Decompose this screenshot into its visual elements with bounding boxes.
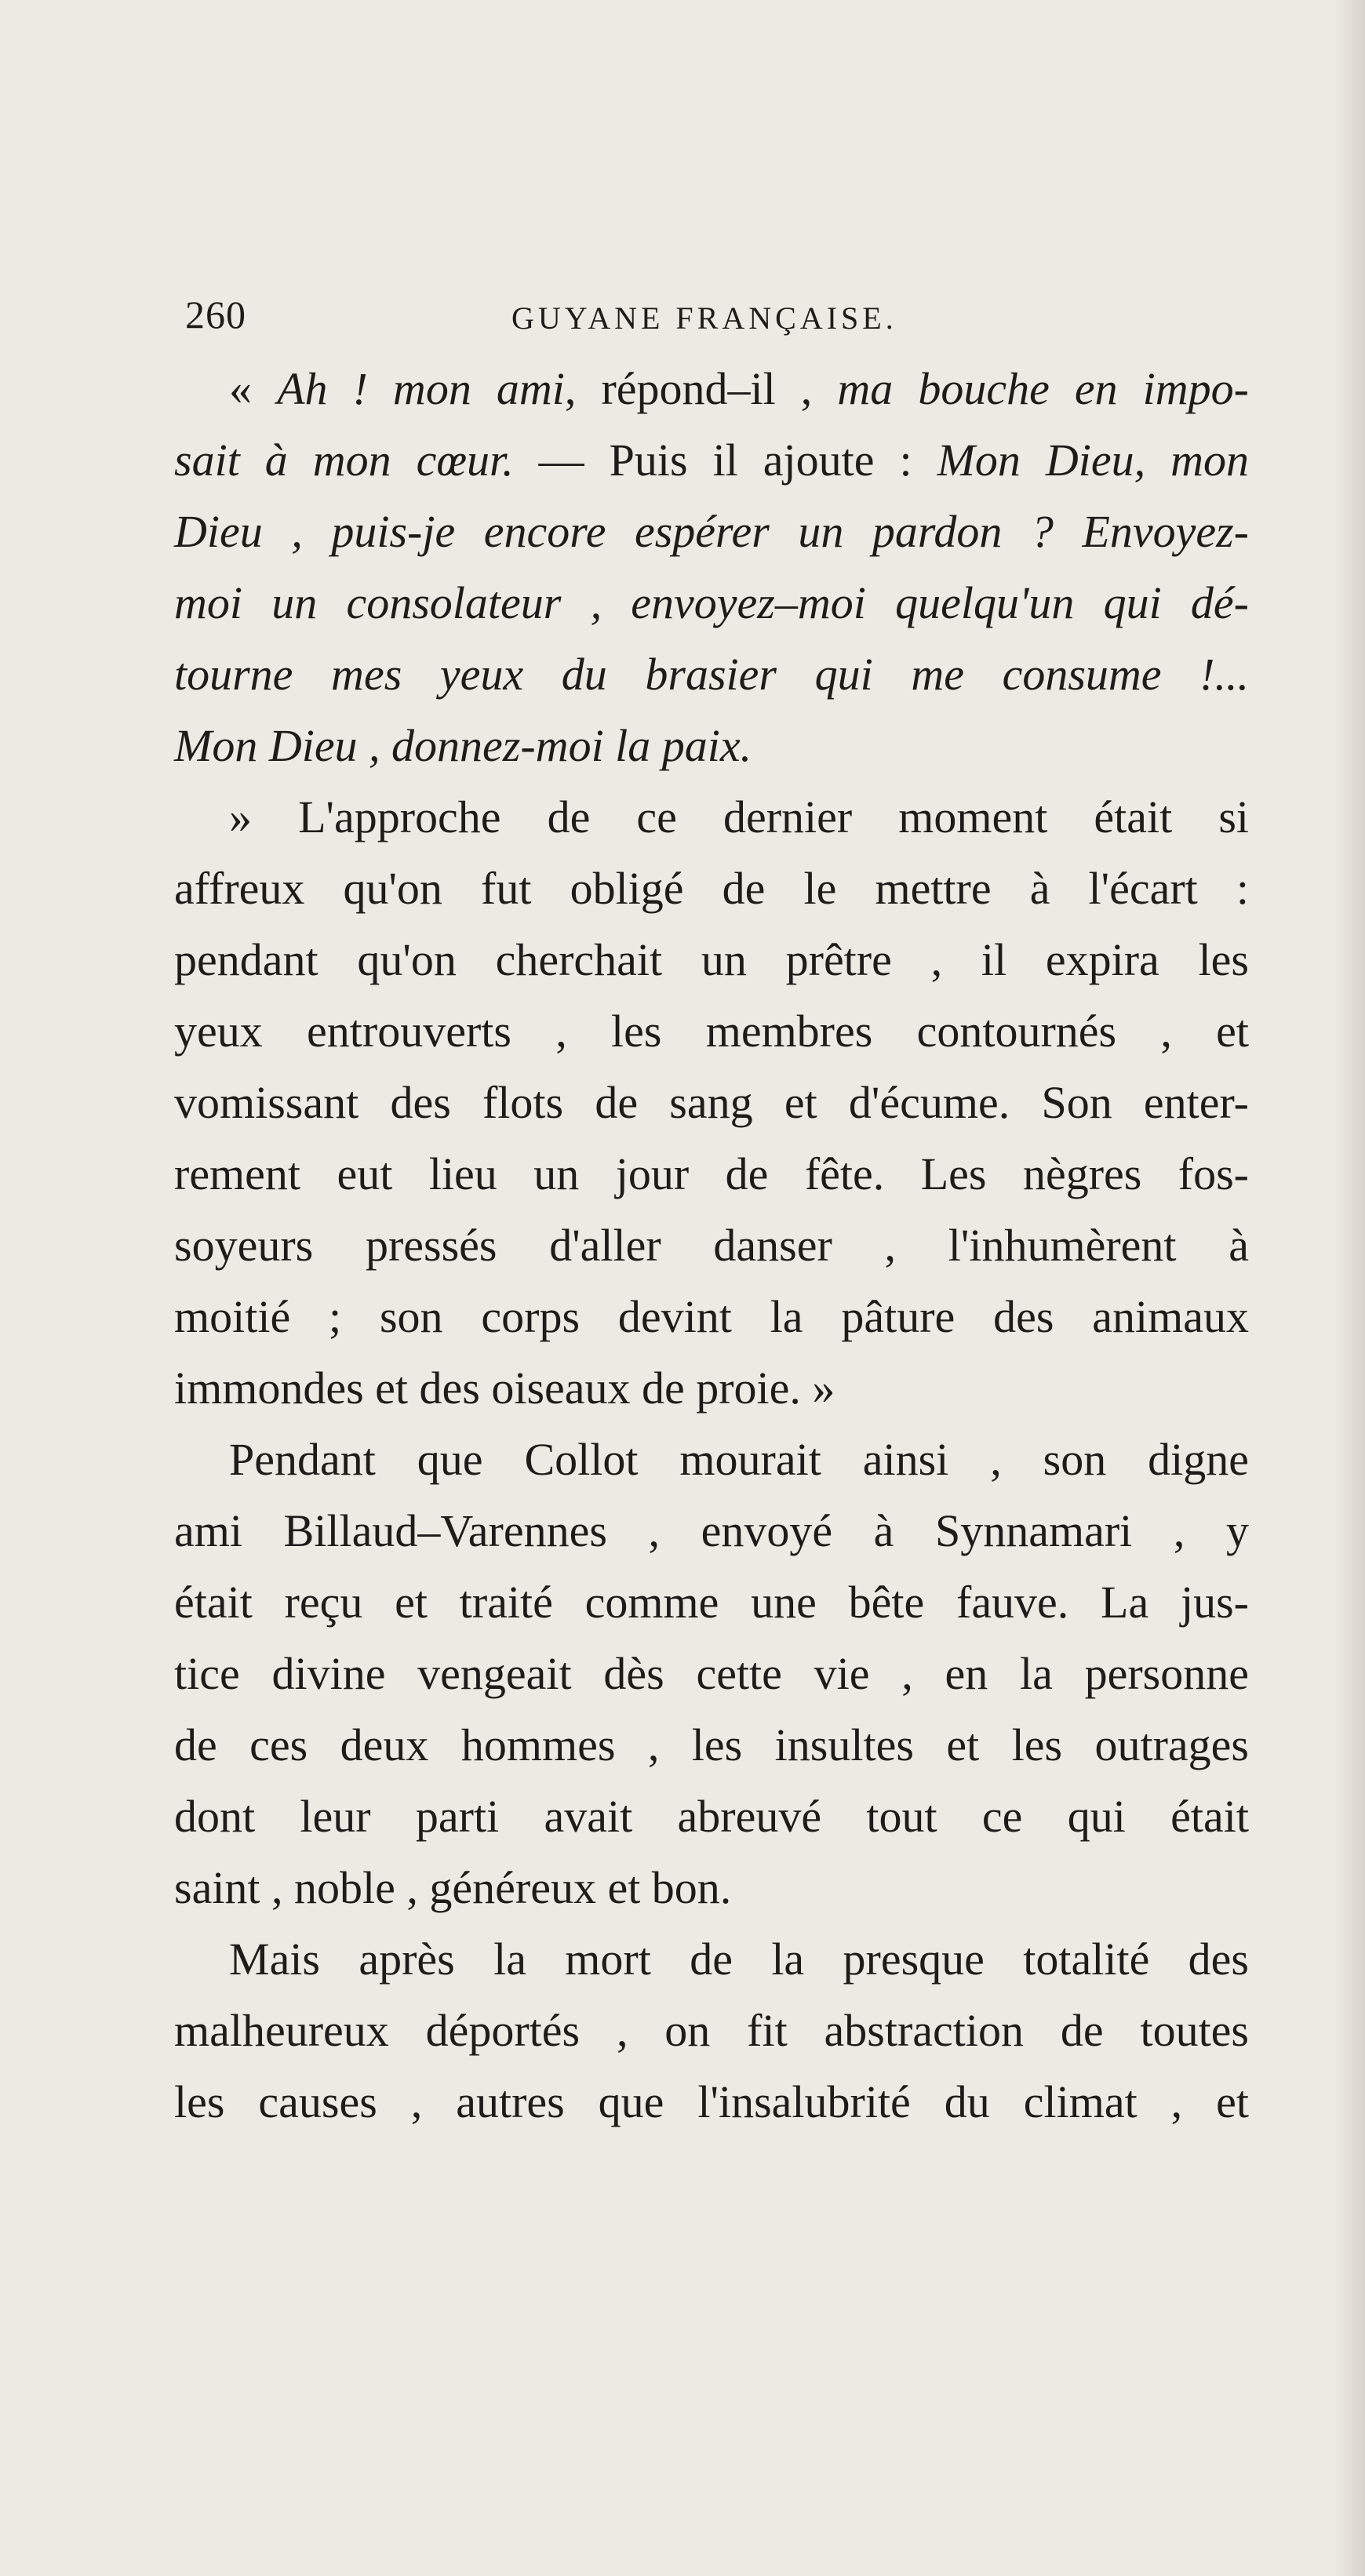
text-line: soyeurs pressés d'aller danser , l'inhumèrent à [174, 1220, 1249, 1271]
plain-phrase: , répond–il , [564, 363, 838, 414]
text-line: Pendant que Collot mourait ainsi , son digne [229, 1434, 1249, 1485]
text-line: ami Billaud–Varennes , envoyé à Synnamari , y [174, 1505, 1249, 1556]
page-text [174, 282, 1249, 2138]
italic-phrase: sait à mon cœur. [174, 435, 514, 486]
page-number: 260 [185, 293, 246, 337]
text-line: vomissant des flots de sang et d'écume. Son enter- [174, 1077, 1249, 1128]
text-line: moitié ; son corps devint la pâture des animaux [174, 1291, 1249, 1342]
text-line: Mon Dieu , donnez-moi la paix. [174, 720, 752, 771]
italic-phrase: Ah ! mon ami [277, 363, 565, 414]
text-line: de ces deux hommes , les insultes et les outrages [174, 1719, 1249, 1770]
text-line: moi un consolateur , envoyez–moi quelqu'un qui dé- [174, 577, 1249, 628]
text-line: tourne mes yeux du brasier qui me consume !... [174, 649, 1249, 700]
quote-mark: « [229, 363, 278, 414]
text-line: affreux qu'on fut obligé de le mettre à l'écart : [174, 863, 1249, 914]
running-head: GUYANE FRANÇAISE. [511, 300, 897, 336]
page-header [174, 282, 1249, 353]
plain-phrase: — Puis il ajoute : [513, 435, 937, 486]
text-line: était reçu et traité comme une bête fauve. La jus- [174, 1577, 1249, 1628]
text-line: Mais après la mort de la presque totalité des [229, 1934, 1249, 1985]
text-line: pendant qu'on cherchait un prêtre , il expira les [174, 934, 1249, 985]
text-line: malheureux déportés , on fit abstraction de toutes [174, 2005, 1249, 2056]
text-line: yeux entrouverts , les membres contournés , et [174, 1006, 1249, 1057]
text-line: Dieu , puis-je encore espérer un pardon ? Envoyez- [174, 506, 1249, 557]
page-edge-shadow [1334, 0, 1365, 2576]
text-line: rement eut lieu un jour de fête. Les nègres fos- [174, 1148, 1249, 1199]
italic-phrase: Mon Dieu, mon [937, 435, 1249, 486]
text-line: les causes , autres que l'insalubrité du climat , et [174, 2076, 1249, 2127]
text-line: dont leur parti avait abreuvé tout ce qui était [174, 1791, 1249, 1842]
text-line: saint , noble , généreux et bon. [174, 1862, 732, 1913]
italic-phrase: ma bouche en impo- [837, 363, 1249, 414]
text-line: » L'approche de ce dernier moment était si [229, 791, 1249, 842]
text-line: tice divine vengeait dès cette vie , en la personne [174, 1648, 1249, 1699]
text-line [174, 424, 1249, 496]
text-line [174, 353, 1249, 424]
text-line: immondes et des oiseaux de proie. » [174, 1363, 835, 1414]
